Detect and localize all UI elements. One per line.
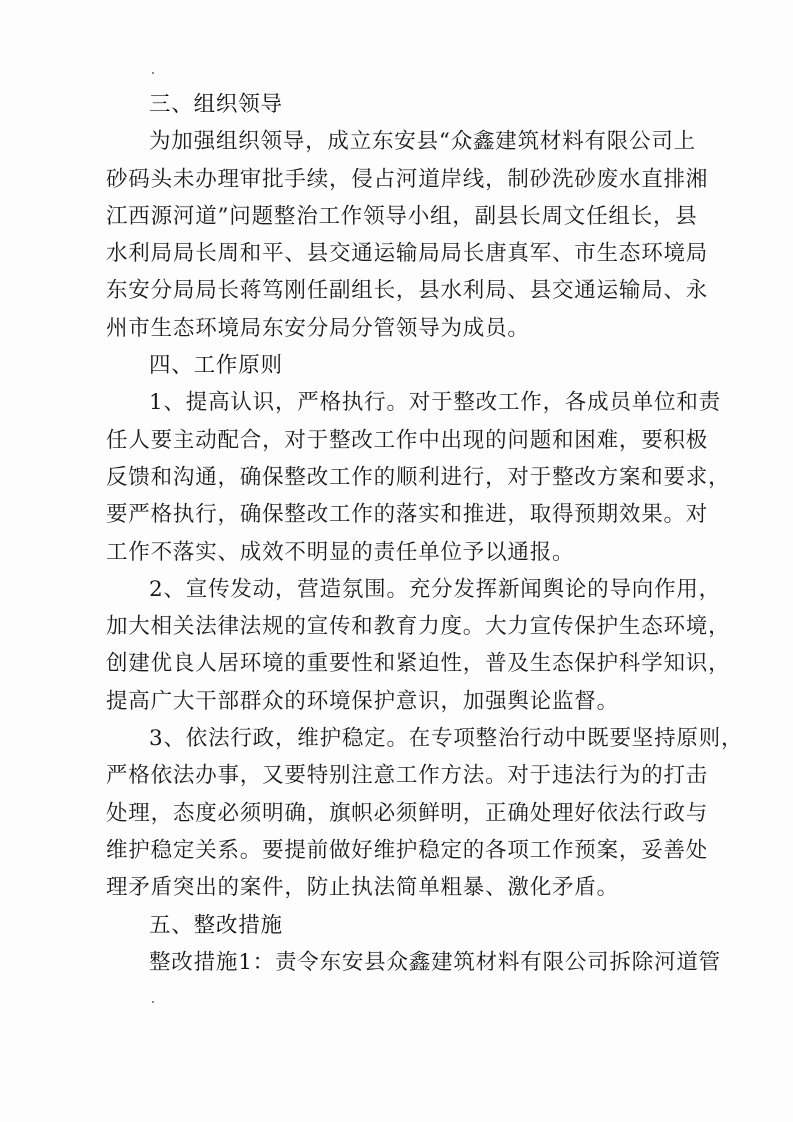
principle-paragraph-1 xyxy=(106,384,731,570)
principle-paragraph-2 xyxy=(106,571,731,720)
document-body xyxy=(106,86,744,981)
text-line: 维护稳定关系。要提前做好维护稳定的各项工作预案，妥善处 xyxy=(106,837,709,863)
text-line: 要严格执行，确保整改工作的落实和推进，取得预期效果。对 xyxy=(106,502,709,528)
organization-paragraph xyxy=(106,123,709,347)
measures-paragraph xyxy=(106,944,721,981)
text-line: 3、依法行政，维护稳定。在专项整治行动中既要坚持原则， xyxy=(149,726,744,752)
scan-speck xyxy=(152,1001,154,1003)
section-heading-measures: 五、整改措施 xyxy=(149,912,283,938)
section-heading-principles: 四、工作原则 xyxy=(149,353,283,379)
text-line: 1、提高认识，严格执行。对于整改工作，各成员单位和责 xyxy=(149,390,721,416)
principle-paragraph-3 xyxy=(106,720,744,906)
text-line: 任人要主动配合，对于整改工作中出现的问题和困难，要积极 xyxy=(106,427,709,453)
text-line: 严格依法办事，又要特别注意工作方法。对于违法行为的打击 xyxy=(106,763,709,789)
text-line: 州市生态环境局东安分局分管领导为成员。 xyxy=(106,315,530,341)
text-line: 2、宣传发动，营造氛围。充分发挥新闻舆论的导向作用， xyxy=(149,576,721,602)
text-line: 东安分局局长蒋笃刚任副组长，县水利局、县交通运输局、永 xyxy=(106,278,709,304)
text-line: 为加强组织领导，成立东安县“众鑫建筑材料有限公司上 xyxy=(149,129,696,155)
text-line: 创建优良人居环境的重要性和紧迫性，普及生态保护科学知识， xyxy=(106,651,731,677)
scan-speck xyxy=(152,72,154,74)
text-line: 整改措施1：责令东安县众鑫建筑材料有限公司拆除河道管 xyxy=(149,949,721,975)
text-line: 砂码头未办理审批手续，侵占河道岸线，制砂洗砂废水直排湘 xyxy=(106,166,709,192)
text-line: 工作不落实、成效不明显的责任单位予以通报。 xyxy=(106,539,575,565)
text-line: 理矛盾突出的案件，防止执法简单粗暴、激化矛盾。 xyxy=(106,875,619,901)
text-line: 加大相关法律法规的宣传和教育力度。大力宣传保护生态环境， xyxy=(106,614,731,640)
text-line: 江西源河道”问题整治工作领导小组，副县长周文任组长，县 xyxy=(106,203,698,229)
section-heading-organization: 三、组织领导 xyxy=(149,92,283,117)
text-line: 处理，态度必须明确，旗帜必须鲜明，正确处理好依法行政与 xyxy=(106,800,709,826)
text-line: 水利局局长周和平、县交通运输局局长唐真军、市生态环境局 xyxy=(106,241,709,267)
text-line: 提高广大干部群众的环境保护意识，加强舆论监督。 xyxy=(106,688,619,714)
text-line: 反馈和沟通，确保整改工作的顺利进行，对于整改方案和要求， xyxy=(106,464,731,490)
